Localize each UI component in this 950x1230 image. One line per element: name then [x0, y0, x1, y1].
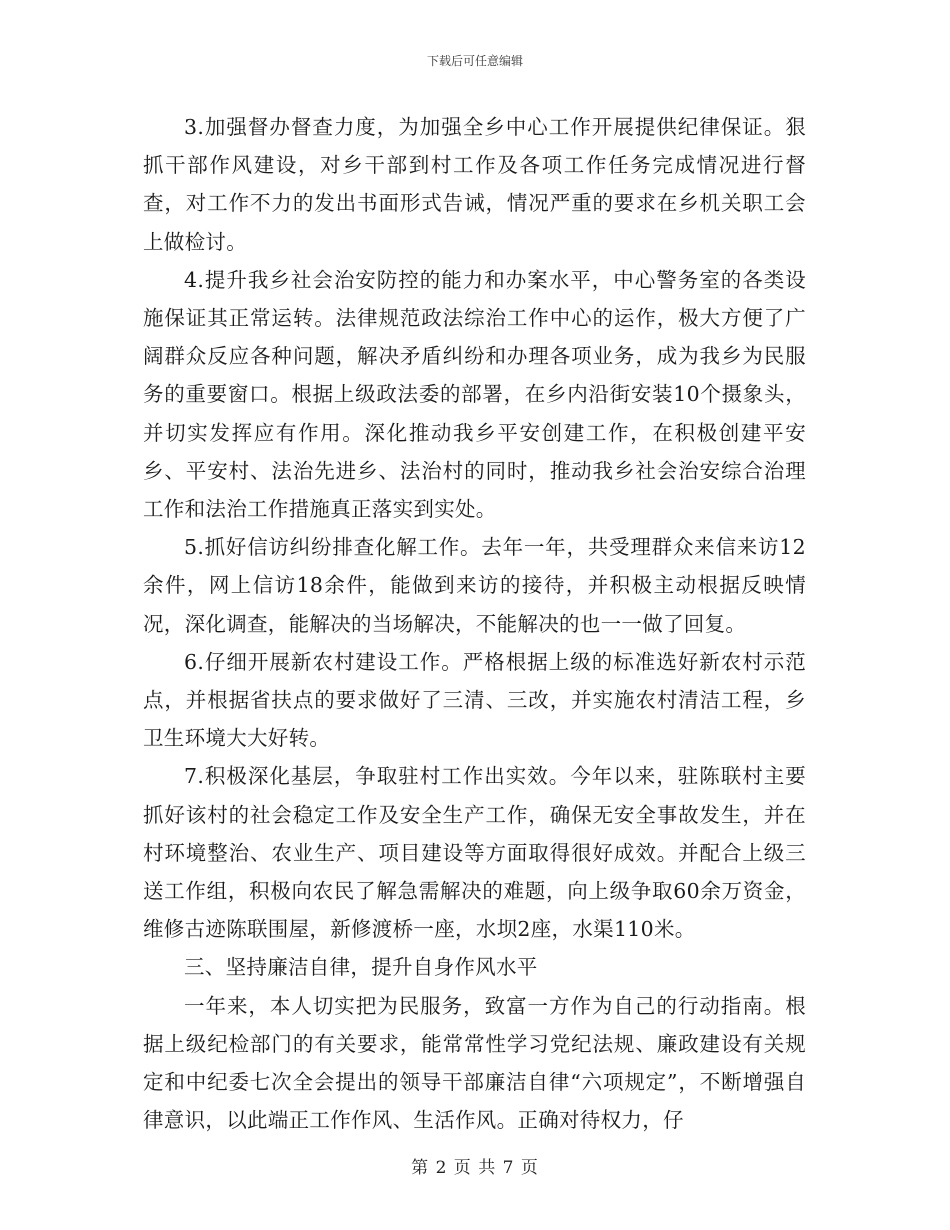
paragraph-item-4: 4.提升我乡社会治安防控的能力和办案水平，中心警务室的各类设施保证其正常运转。法律规范政法综治工作中心的运作，极大方便了广阔群众反应各种问题，解决矛盾纠纷和办理各项业务，成为我乡为民服务的重要窗口。根据上级政法委的部署，在乡内沿街安装10个摄象头，并切实发挥应有作用。深化推动我乡平安创建工作，在积极创建平安乡、平安村、法治先进乡、法治村的同时，推动我乡社会治安综合治理工作和法治工作措施真正落实到实处。: [143, 267, 806, 522]
total-pages-number: 7: [502, 1158, 515, 1178]
section-heading-3: 三、坚持廉洁自律，提升自身作风水平: [184, 955, 538, 980]
paragraph-item-7: 7.积极深化基层，争取驻村工作出实效。今年以来，驻陈联村主要抓好该村的社会稳定工作及安全生产工作，确保无安全事故发生，并在村环境整治、农业生产、项目建设等方面取得很好成效。并配合上级三送工作组，积极向农民了解急需解决的难题，向上级争取60余万资金，维修古迹陈联围屋，新修渡桥一座，水坝2座，水渠110米。: [143, 764, 806, 942]
paragraph-item-3: 3.加强督办督查力度，为加强全乡中心工作开展提供纪律保证。狠抓干部作风建设，对乡干部到村工作及各项工作任务完成情况进行督查，对工作不力的发出书面形式告诫，情况严重的要求在乡机关职工会上做检讨。: [143, 115, 806, 254]
paragraph-item-6: 6.仔细开展新农村建设工作。严格根据上级的标准选好新农村示范点，并根据省扶点的要求做好了三清、三改，并实施农村清洁工程，乡卫生环境大大好转。: [143, 649, 806, 751]
page-header: 下载后可任意编辑: [426, 54, 523, 68]
paragraph-item-5: 5.抓好信访纠纷排查化解工作。去年一年，共受理群众来信来访12余件，网上信访18余件，能做到来访的接待，并积极主动根据反映情况，深化调查，能解决的当场解决，不能解决的也一一做了回复。: [143, 535, 806, 636]
footer-suffix: 页: [520, 1158, 539, 1178]
footer-prefix: 第: [411, 1158, 430, 1178]
current-page-number: 2: [435, 1158, 448, 1178]
document-body: [143, 108, 806, 1139]
footer-middle: 页 共: [453, 1158, 497, 1178]
page-footer: [0, 1153, 950, 1178]
paragraph-integrity: 一年来，本人切实把为民服务，致富一方作为自己的行动指南。根据上级纪检部门的有关要求，能常常性学习党纪法规、廉政建设有关规定和中纪委七次全会提出的领导干部廉洁自律“六项规定”，不断增强自律意识，以此端正工作作风、生活作风。正确对待权力，仔: [143, 993, 806, 1133]
